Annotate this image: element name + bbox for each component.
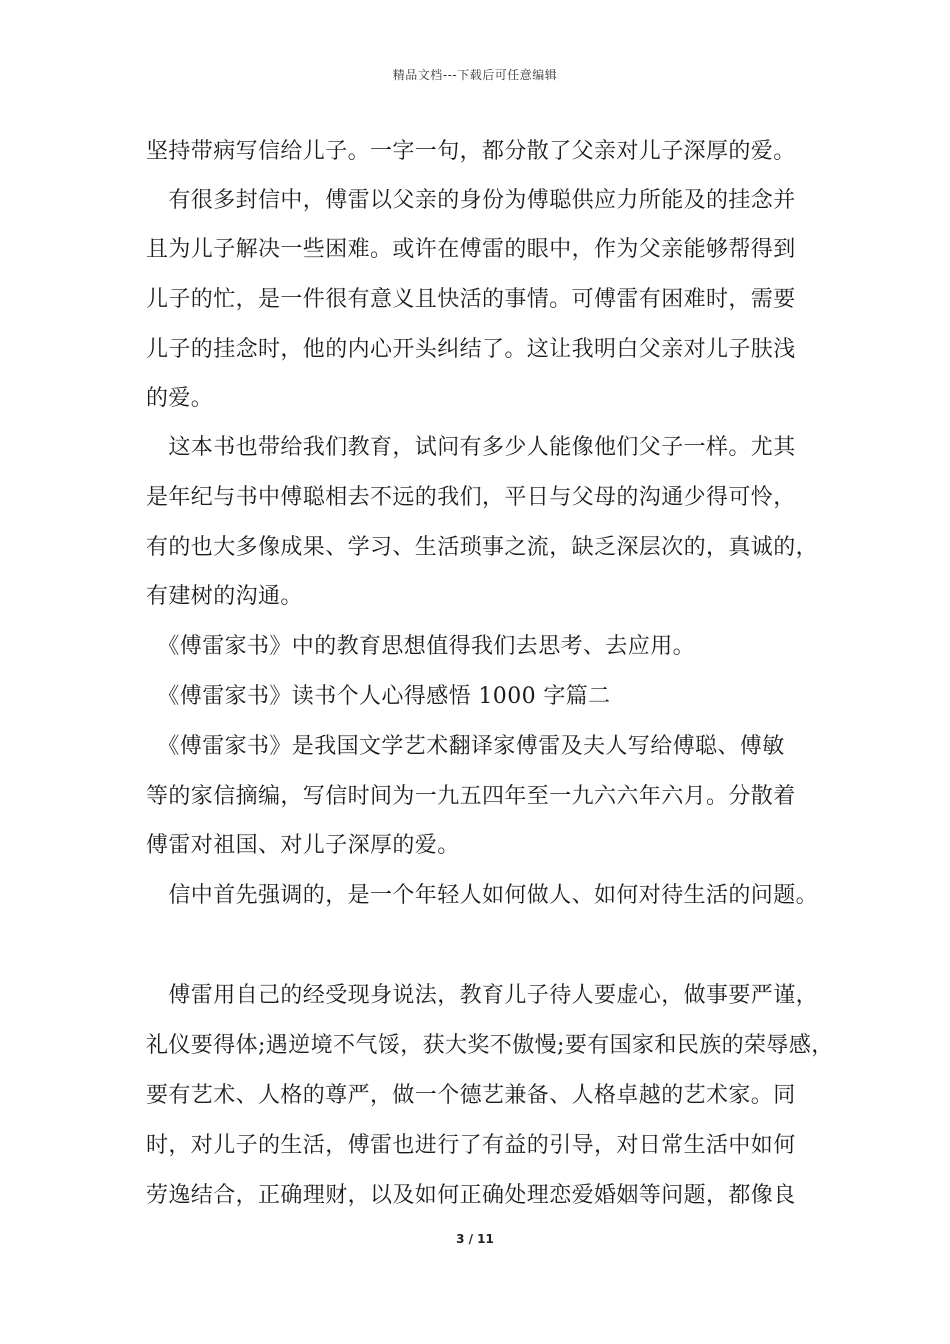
page-number: 3 / 11 [456, 1232, 494, 1246]
body-text-line: 要有艺术、人格的尊严，做一个德艺兼备、人格卓越的艺术家。同 [146, 1083, 796, 1108]
body-text-line: 这本书也带给我们教育，试问有多少人能像他们父子一样。尤其 [146, 435, 796, 460]
body-text-line: 的爱。 [146, 386, 214, 411]
page-header: 精品文档---下载后可任意编辑 [392, 68, 558, 82]
body-text-line: 有很多封信中，傅雷以父亲的身份为傅聪供应力所能及的挂念并 [146, 188, 796, 213]
body-text-line: 《傅雷家书》中的教育思想值得我们去思考、去应用。 [146, 634, 696, 659]
body-text-line: 有建树的沟通。 [146, 584, 303, 609]
body-text-line: 有的也大多像成果、学习、生活琐事之流，缺乏深层次的，真诚的， [146, 535, 819, 560]
body-text-line: 信中首先强调的，是一个年轻人如何做人、如何对待生活的问题。 [146, 883, 819, 908]
body-text-line: 坚持带病写信给儿子。一字一句，都分散了父亲对儿子深厚的爱。 [146, 139, 796, 164]
body-text-line: 等的家信摘编，写信时间为一九五四年至一九六六年六月。分散着 [146, 784, 796, 809]
body-text-line: 儿子的忙，是一件很有意义且快活的事情。可傅雷有困难时，需要 [146, 287, 796, 312]
body-text-line: 是年纪与书中傅聪相去不远的我们，平日与父母的沟通少得可怜， [146, 485, 796, 510]
body-text-line: 礼仪要得体;遇逆境不气馁，获大奖不傲慢;要有国家和民族的荣辱感， [146, 1033, 834, 1058]
body-text-line: 傅雷用自己的经受现身说法，教育儿子待人要虚心，做事要严谨， [146, 983, 819, 1008]
body-text-line: 《傅雷家书》是我国文学艺术翻译家傅雷及夫人写给傅聪、傅敏 [146, 734, 785, 759]
body-text-line: 劳逸结合，正确理财，以及如何正确处理恋爱婚姻等问题，都像良 [146, 1183, 796, 1208]
body-text-line: 傅雷对祖国、对儿子深厚的爱。 [146, 833, 460, 858]
body-text-line: 时，对儿子的生活，傅雷也进行了有益的引导，对日常生活中如何 [146, 1133, 796, 1158]
body-text-line: 儿子的挂念时，他的内心开头纠结了。这让我明白父亲对儿子肤浅 [146, 337, 796, 362]
body-text-line: 且为儿子解决一些困难。或许在傅雷的眼中，作为父亲能够帮得到 [146, 237, 796, 262]
section-heading: 《傅雷家书》读书个人心得感悟 1000 字篇二 [146, 684, 611, 709]
